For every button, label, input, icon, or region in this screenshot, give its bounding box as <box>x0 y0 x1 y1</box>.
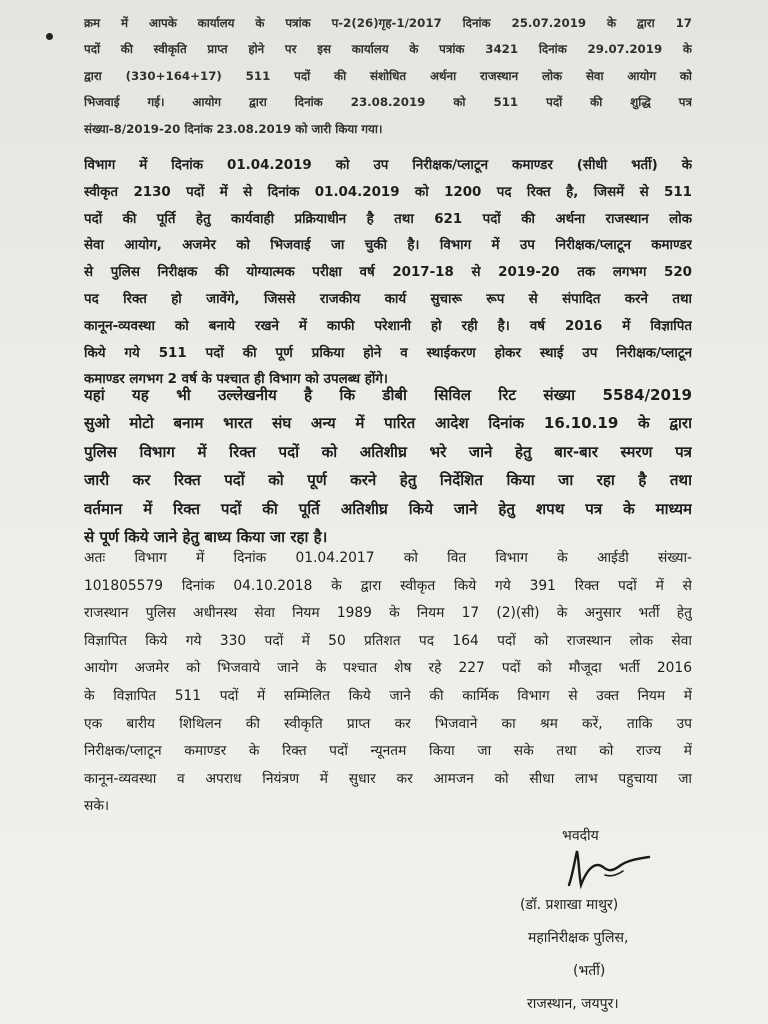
text-line: पदों की स्वीकृति प्राप्त होने पर इस कार्यालय के पत्रांक 3421 दिनांक 29.07.2019 के <box>84 42 692 57</box>
text-line: वर्तमान में रिक्त पदों की पूर्ति अतिशीघ्र किये जाने हेतु शपथ पत्र के माध्यम <box>84 499 692 518</box>
text-line: क्रम में आपके कार्यालय के पत्रांक प-2(26)गृह-1/2017 दिनांक 25.07.2019 के द्वारा 17 <box>84 16 692 30</box>
text-line: पुलिस विभाग में रिक्त पदों को अतिशीघ्र भरे जाने हेतु बार-बार स्मरण पत्र <box>84 442 692 461</box>
text-line: के विज्ञापित 511 पदों में सम्मिलित किये जाने की कार्मिक विभाग से उक्त नियम में <box>84 687 692 704</box>
text-line: कमाण्डर लगभग 2 वर्ष के पश्चात ही विभाग को उपलब्ध होंगे। <box>84 372 388 388</box>
signatory-designation: महानिरीक्षक पुलिस, <box>528 930 629 946</box>
paragraph-1 <box>84 10 692 142</box>
text-line: स्वीकृत 2130 पदों में से दिनांक 01.04.2019 को 1200 पद रिक्त है, जिसमें से 511 <box>84 184 692 200</box>
text-line: सुओ मोटो बनाम भारत संघ अन्य में पारित आदेश दिनांक 16.10.19 के द्वारा <box>84 414 692 433</box>
text-line: पदों की पूर्ति हेतु कार्यवाही प्रक्रियाधीन है तथा 621 पदों की अर्थना राजस्थान लोक <box>84 211 692 227</box>
text-line: कानून-व्यवस्था व अपराध नियंत्रण में सुधार कर आमजन को सीधा लाभ पहुचाया जा <box>84 770 692 787</box>
text-line: आयोग अजमेर को भिजवाये जाने के पश्चात शेष रहे 227 पदों को मौजूदा भर्ती 2016 <box>84 660 692 677</box>
text-line: द्वारा (330+164+17) 511 पदों की संशोधित अर्थना राजस्थान लोक सेवा आयोग को <box>84 68 692 83</box>
text-line: सेवा आयोग, अजमेर को भिजवाई जा चुकी है। विभाग में उप निरीक्षक/प्लाटून कमाण्डर <box>84 238 692 254</box>
text-line: पद रिक्त हो जावेंगे, जिससे राजकीय कार्य सुचारू रूप से संपादित करने तथा <box>84 291 692 307</box>
text-line: किये गये 511 पदों की पूर्ण प्रकिया होने व स्थाईकरण होकर स्थाई उप निरीक्षक/प्लाटून <box>84 345 692 361</box>
text-line: जारी कर रिक्त पदों को पूर्ण करने हेतु निर्देशित किया जा रहा है तथा <box>84 471 692 490</box>
signature-block <box>520 820 690 1021</box>
text-line: संख्या-8/2019-20 दिनांक 23.08.2019 को जारी किया गया। <box>84 121 383 136</box>
paragraph-3 <box>84 381 692 551</box>
text-line: अतः विभाग में दिनांक 01.04.2017 को वित विभाग के आईडी संख्या- <box>84 550 692 566</box>
margin-dot <box>46 33 53 40</box>
signatory-wing: (भर्ती) <box>573 963 606 979</box>
text-line: कानून-व्यवस्था को बनाये रखने में काफी परेशानी हो रही है। वर्ष 2016 में विज्ञापित <box>84 318 692 334</box>
text-line: निरीक्षक/प्लाटून कमाण्डर के रिक्त पदों न्यूनतम किया जा सके तथा को राज्य में <box>84 743 692 760</box>
text-line: विज्ञापित किये गये 330 पदों में 50 प्रतिशत पद 164 पदों को राजस्थान लोक सेवा <box>84 632 692 649</box>
text-line: राजस्थान पुलिस अधीनस्थ सेवा नियम 1989 के नियम 17 (2)(सी) के अनुसार भर्ती हेतु <box>84 605 692 622</box>
text-line: यहां यह भी उल्लेखनीय है कि डीबी सिविल रिट संख्या 5584/2019 <box>84 386 692 404</box>
closing-salutation: भवदीय <box>562 828 599 844</box>
signatory-place: राजस्थान, जयपुर। <box>527 996 619 1012</box>
text-line: भिजवाई गई। आयोग द्वारा दिनांक 23.08.2019 को 511 पदों की शुद्धि पत्र <box>84 95 692 110</box>
paragraph-4 <box>84 545 692 821</box>
text-line: सके। <box>84 798 110 815</box>
text-line: 101805579 दिनांक 04.10.2018 के द्वारा स्वीकृत किये गये 391 रिक्त पदों में से <box>84 577 692 594</box>
text-line: से पुलिस निरीक्षक की योग्यात्मक परीक्षा वर्ष 2017-18 से 2019-20 तक लगभग 520 <box>84 265 692 281</box>
text-line: से पूर्ण किये जाने हेतु बाध्य किया जा रहा है। <box>84 527 328 546</box>
signatory-name: (डॉ. प्रशाखा माथुर) <box>520 897 619 913</box>
text-line: एक बारीय शिथिलन की स्वीकृति प्राप्त कर भिजवाने का श्रम करें, ताकि उप <box>84 715 692 732</box>
text-line: विभाग में दिनांक 01.04.2019 को उप निरीक्षक/प्लाटून कमाण्डर (सीधी भर्ती) के <box>84 158 692 173</box>
paragraph-2 <box>84 153 692 394</box>
